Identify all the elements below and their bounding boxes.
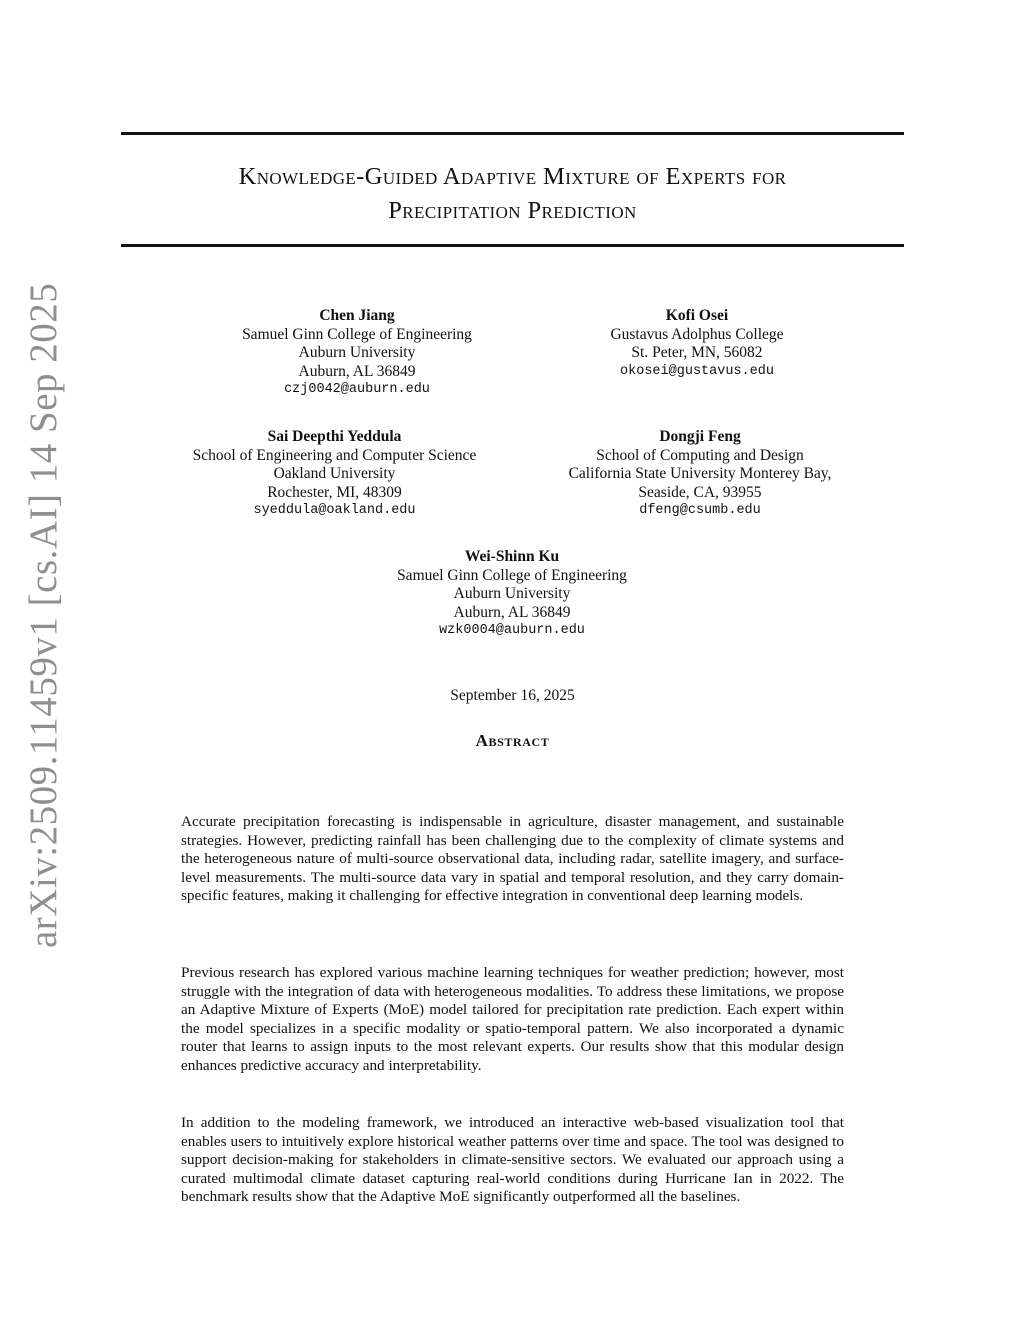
title-rule-top [121,132,904,135]
author-affiliation: Auburn University [453,585,571,602]
title-rule-bottom [121,244,904,247]
abstract-heading: Abstract [475,731,550,750]
paper-title [121,160,904,228]
author-address: St. Peter, MN, 56082 [631,344,763,361]
author-address: Auburn, AL 36849 [453,603,571,621]
abstract-paragraph-2: Previous research has explored various machine learning techniques for weather prediction; however, most struggle with the integration of data with heterogeneous modalities. To address these limitations, we propose an Adaptive Mixture of Experts (MoE) model tailored for precipitation rate prediction. Each expert within the model specializes in a specific modality or spatio-temporal pattern. We also incorporated a dynamic router that learns to assign inputs to the most relevant experts. Our results show that this modular design enhances predictive accuracy and interpretability. [181,964,844,1074]
author-email: okosei@gustavus.edu [620,363,774,379]
author-affiliation: Oakland University [273,465,396,482]
title-line-2: Precipitation Prediction [388,197,637,224]
author-block-4 [540,428,860,521]
author-affiliation: Samuel Ginn College of Engineering [397,566,627,584]
abstract-paragraph-3: In addition to the modeling framework, we introduced an interactive web-based visualization tool that enables users to intuitively explore historical weather patterns over time and space. The tool was designed to support decision-making for stakeholders in climate-sensitive sectors. We evaluated our approach using a curated multimodal climate dataset capturing real-world conditions during Hurricane Ian in 2022. The benchmark results show that the Adaptive MoE significantly outperformed all the baselines. [181,1114,844,1206]
author-affiliation: School of Computing and Design [596,446,804,464]
author-affiliation: Gustavus Adolphus College [610,325,784,343]
author-name: Dongji Feng [659,428,741,445]
author-block-1 [207,307,507,400]
author-address: Auburn, AL 36849 [298,362,416,380]
author-block-3 [172,428,497,521]
paper-date: September 16, 2025 [450,687,575,704]
author-affiliation: Samuel Ginn College of Engineering [242,325,472,343]
author-name: Sai Deepthi Yeddula [267,428,402,445]
author-affiliation: Auburn University [298,344,416,361]
author-name: Chen Jiang [319,307,395,324]
title-line-1: Knowledge-Guided Adaptive Mixture of Experts for [238,163,787,190]
author-name: Kofi Osei [665,307,729,324]
author-email: syeddula@oakland.edu [253,503,416,518]
author-affiliation: School of Engineering and Computer Science [192,446,477,464]
author-name: Wei-Shinn Ku [464,548,560,565]
author-email: wzk0004@auburn.edu [439,623,585,638]
arxiv-side-label: arXiv:2509.11459v1 [cs.AI] 14 Sep 2025 [22,282,65,948]
author-affiliation: California State University Monterey Bay, [568,465,832,482]
author-address: Rochester, MI, 48309 [267,483,402,501]
abstract-paragraph-1: Accurate precipitation forecasting is indispensable in agriculture, disaster management, and sustainable strategies. However, predicting rainfall has been challenging due to the complexity of climate systems and the heterogeneous nature of multi-source observational data, including radar, satellite imagery, and surface-level measurements. The multi-source data vary in spatial and temporal resolution, and they carry domain-specific features, making it challenging for effective integration in conventional deep learning models. [181,813,844,905]
author-email: czj0042@auburn.edu [284,382,430,397]
author-block-2 [547,307,847,381]
author-email: dfeng@csumb.edu [639,503,761,518]
author-block-5 [362,548,662,641]
author-address: Seaside, CA, 93955 [638,483,762,501]
